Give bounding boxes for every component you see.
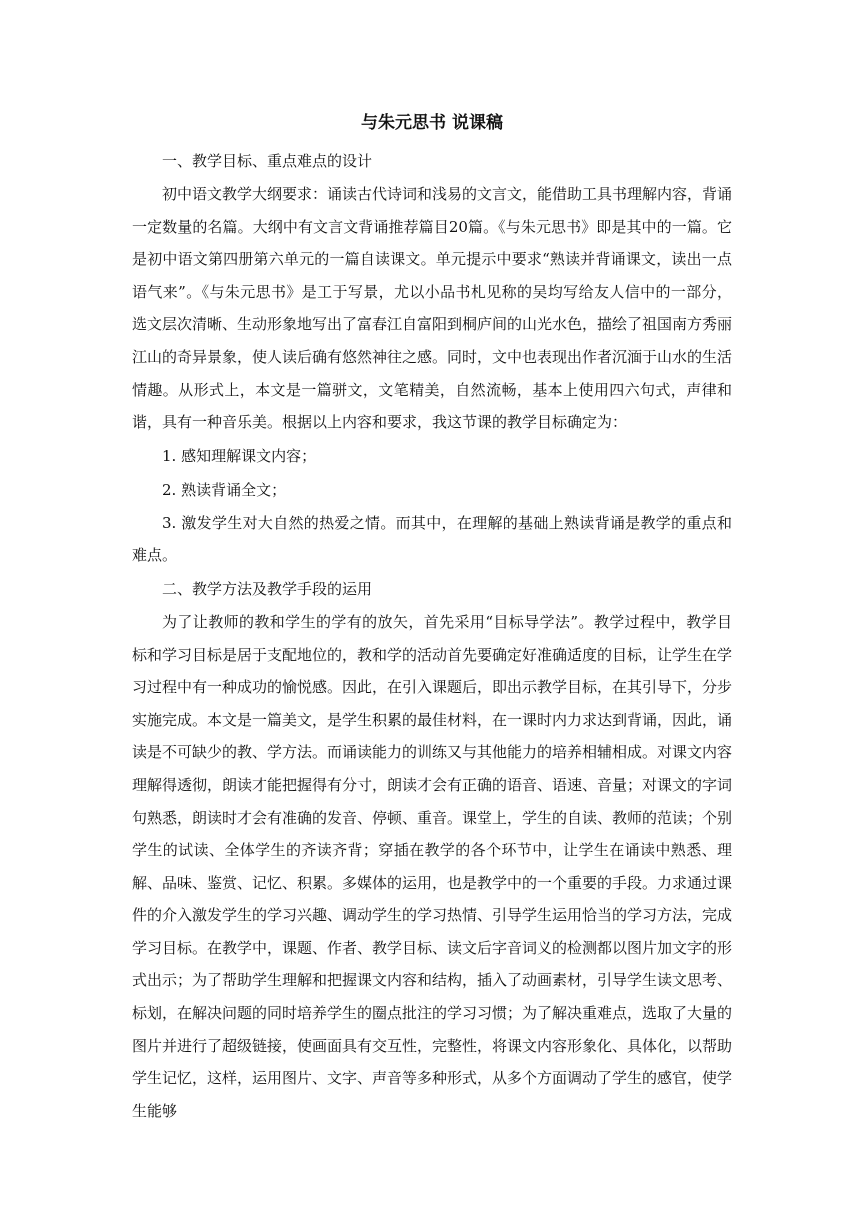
section-2-paragraph: 为了让教师的教和学生的学有的放矢，首先采用“目标导学法”。教学过程中，教学目标和学习目标是居于支配地位的，教和学的活动首先要确定好准确适度的目标，让学生在学习过程中有一种成功的愉悦感。因此，在引入课题后，即出示教学目标，在其引导下，分步实施完成。本文是一篇美文，是学生积累的最佳材料，在一课时内力求达到背诵，因此，诵读是不可缺少的教、学方法。而诵读能力的训练又与其他能力的培养相辅相成。对课文内容理解得透彻，朗读才能把握得有分寸，朗读才会有正确的语音、语速、音量；对课文的字词句熟悉，朗读时才会有准确的发音、停顿、重音。课堂上，学生的自读、教师的范读；个别学生的试读、全体学生的齐读齐背；穿插在教学的各个环节中，让学生在诵读中熟悉、理解、品味、鉴赏、记忆、积累。多媒体的运用，也是教学中的一个重要的手段。力求通过课件的介入激发学生的学习兴趣、调动学生的学习热情、引导学生运用恰当的学习方法，完成学习目标。在教学中，课题、作者、教学目标、读文后字音词义的检测都以图片加文字的形式出示；为了帮助学生理解和把握课文内容和结构，插入了动画素材，引导学生读文思考、标划，在解决问题的同时培养学生的圈点批注的学习习惯；为了解决重难点，选取了大量的图片并进行了超级链接，使画面具有交互性，完整性，将课文内容形象化、具体化，以帮助学生记忆，这样，运用图片、文字、声音等多种形式，从多个方面调动了学生的感官，使学生能够 bbox=[132, 612, 733, 1120]
section-1-paragraph: 初中语文教学大纲要求：诵读古代诗词和浅易的文言文，能借助工具书理解内容，背诵一定数量的名篇。大纲中有文言文背诵推荐篇目20篇。《与朱元思书》即是其中的一篇。它是初中语文第四册第六单元的一篇自读课文。单元提示中要求“熟读并背诵课文，读出一点语气来”。《与朱元思书》是工于写景，尤以小品书札见称的吴均写给友人信中的一部分，选文层次清晰、生动形象地写出了富春江自富阳到桐庐间的山光水色，描绘了祖国南方秀丽江山的奇异景象，使人读后确有悠然神往之感。同时，文中也表现出作者沉湎于山水的生活情趣。从形式上，本文是一篇骈文，文笔精美，自然流畅，基本上使用四六句式，声律和谐，具有一种音乐美。根据以上内容和要求，我这节课的教学目标确定为： bbox=[132, 185, 733, 432]
section-1-heading: 一、教学目标、重点难点的设计 bbox=[162, 152, 373, 170]
teaching-goal-2: 2. 熟读背诵全文； bbox=[162, 480, 287, 499]
document-title: 与朱元思书 说课稿 bbox=[361, 113, 503, 133]
teaching-goal-1: 1. 感知理解课文内容； bbox=[162, 446, 317, 465]
section-2-heading: 二、教学方法及教学手段的运用 bbox=[162, 579, 373, 598]
document-body bbox=[132, 108, 732, 1127]
teaching-goal-3: 3. 激发学生对大自然的热爱之情。而其中，在理解的基础上熟读背诵是教学的重点和难点。 bbox=[132, 513, 732, 565]
